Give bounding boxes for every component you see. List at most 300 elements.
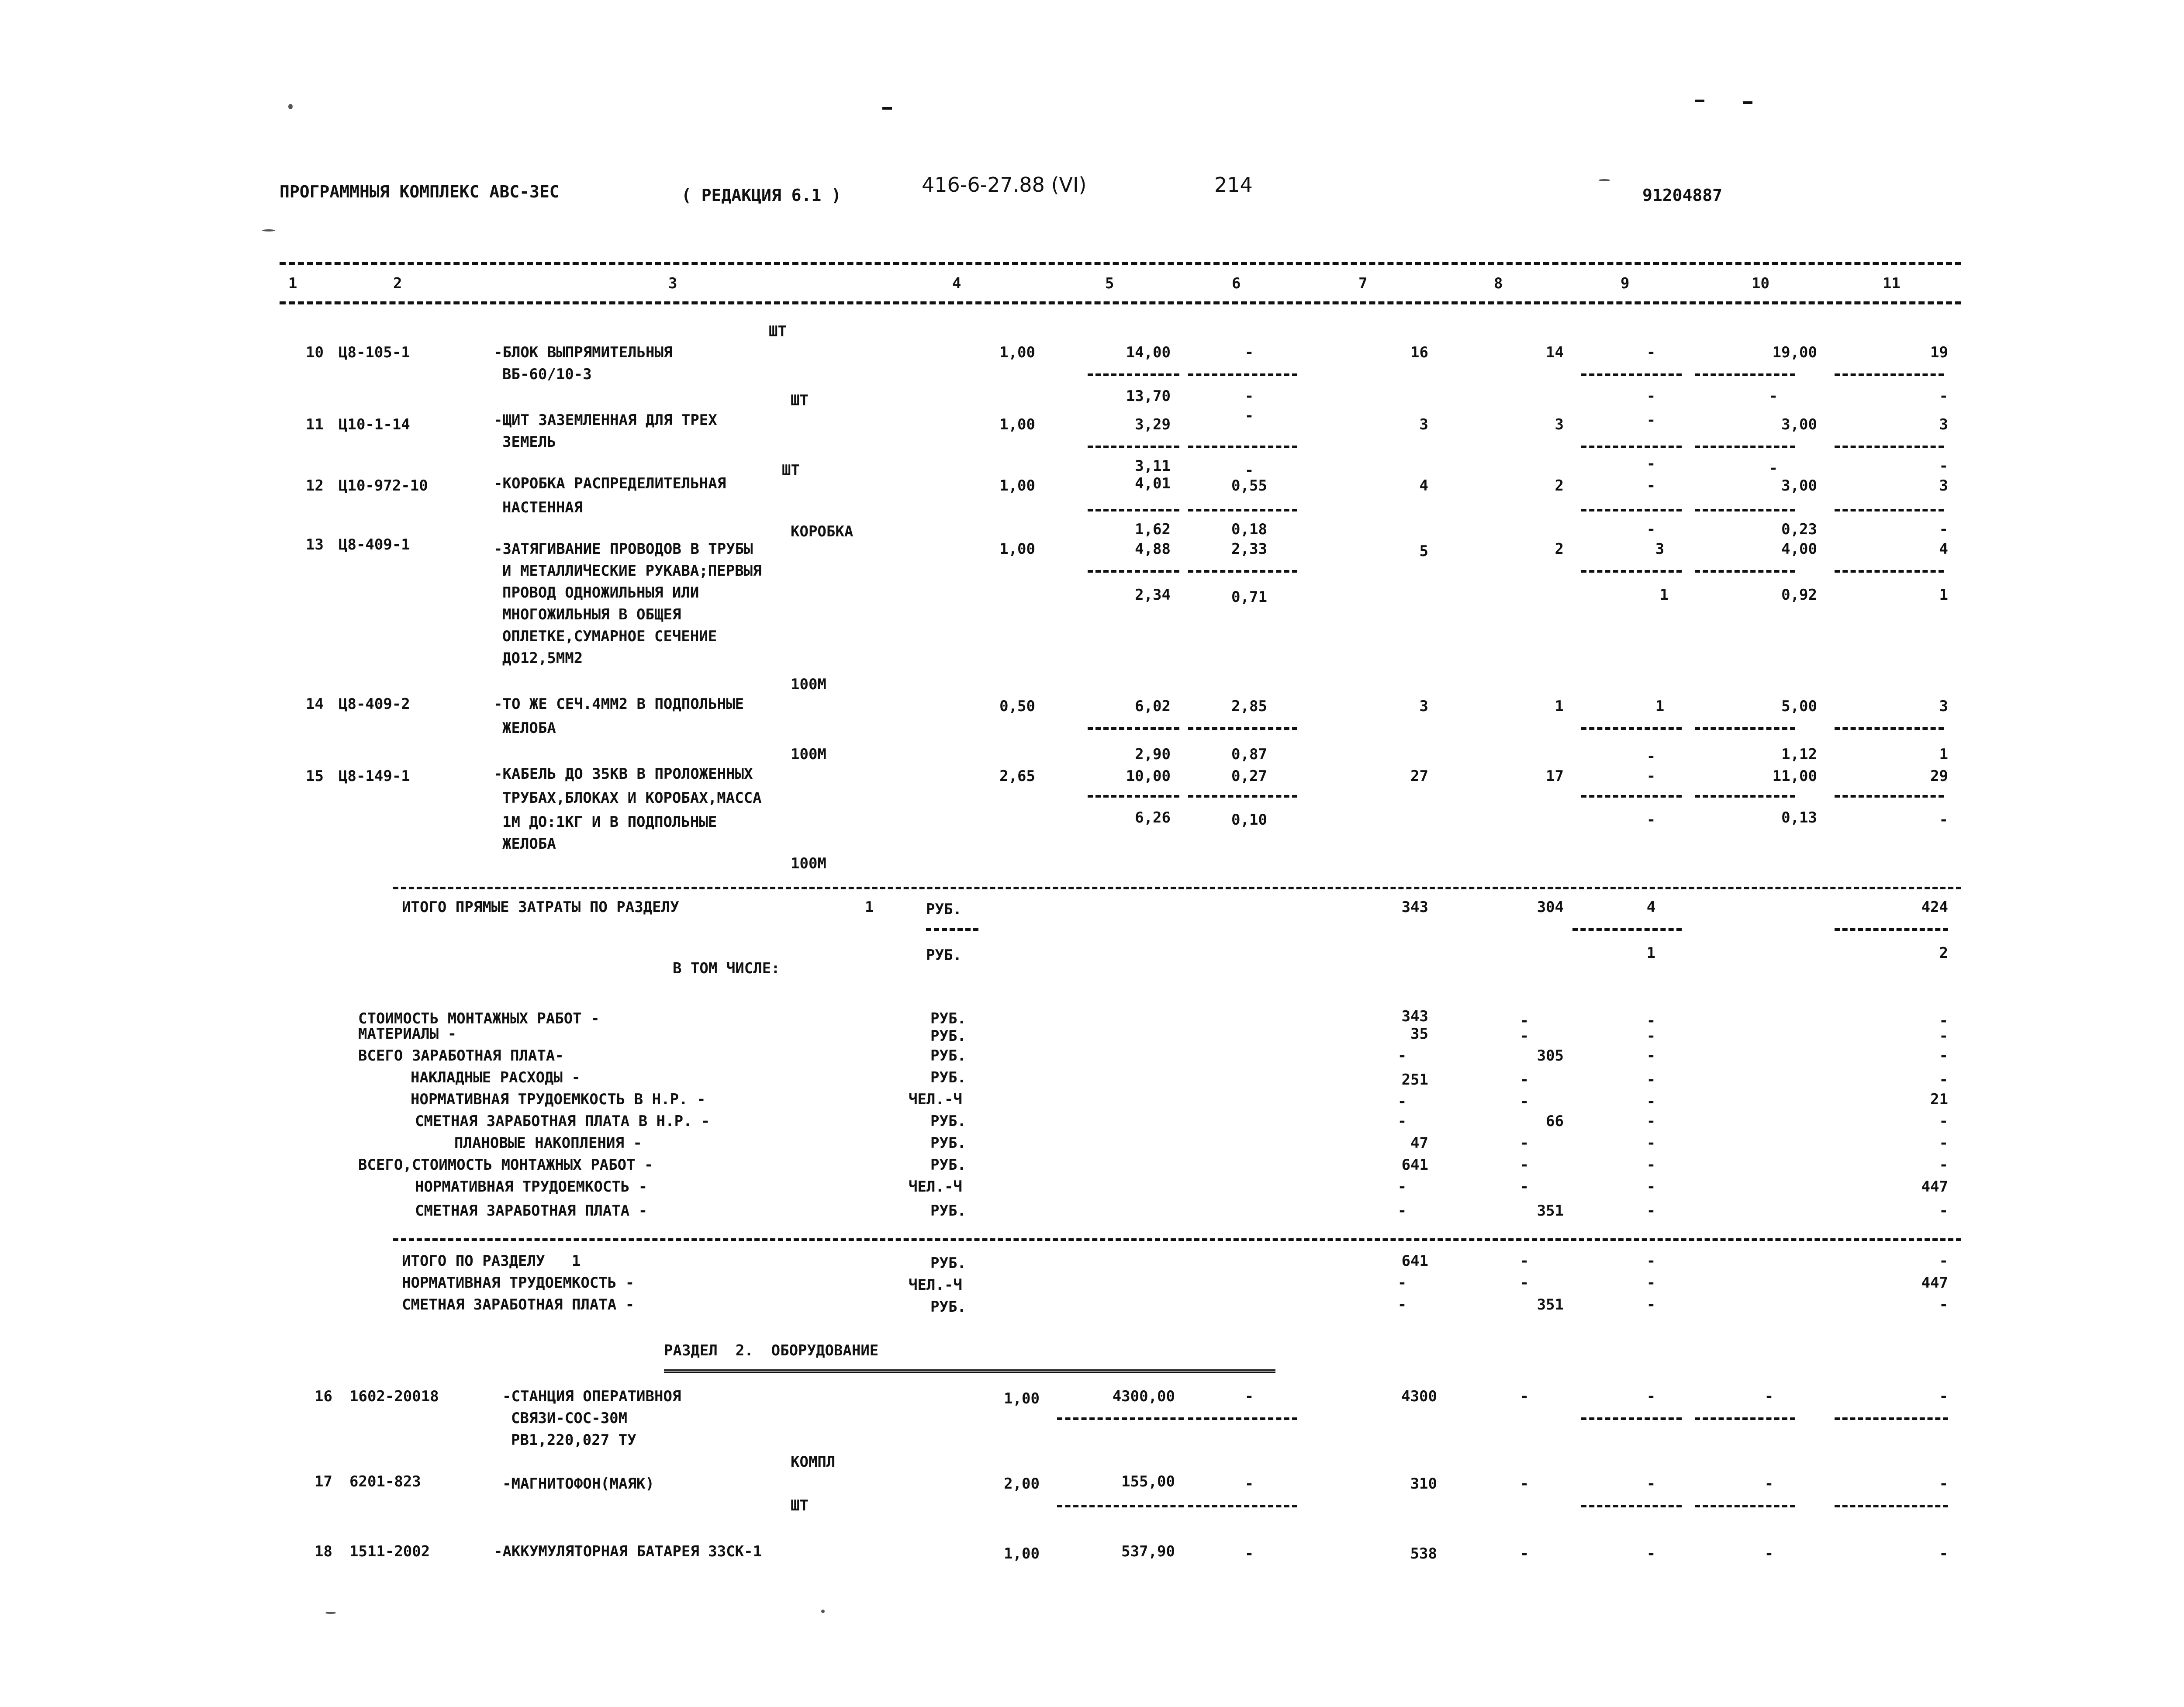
- row-c6: -: [1244, 1388, 1254, 1405]
- row-name: -КАБЕЛЬ ДО 35КВ В ПРОЛОЖЕННЫХ: [494, 765, 753, 783]
- row-c7: 4: [1419, 477, 1428, 494]
- header-rule-bottom: [280, 301, 1961, 304]
- row-c10: 19,00: [1772, 344, 1817, 361]
- row-number: 13: [306, 536, 324, 553]
- detail-label: СТОИМОСТЬ МОНТАЖНЫХ РАБОТ -: [358, 1010, 600, 1027]
- document-code: 416-6-27.88 (VI): [922, 173, 1087, 197]
- scan-speck: [288, 104, 293, 109]
- row-c5-sub: 2,90: [1135, 746, 1171, 763]
- section-title: РАЗДЕЛ 2. ОБОРУДОВАНИЕ: [664, 1342, 879, 1359]
- subtotal-rule: [1088, 446, 1179, 448]
- row-name: -ТО ЖЕ СЕЧ.4ММ2 В ПОДПОЛЬНЫЕ: [494, 695, 744, 713]
- row-name: СВЯЗИ-СОС-30М: [511, 1410, 628, 1427]
- row-name: -ЗАТЯГИВАНИЕ ПРОВОДОВ В ТРУБЫ: [494, 540, 753, 558]
- subtotal-rule: [1581, 373, 1682, 376]
- detail-v8: -: [1520, 1027, 1529, 1045]
- row-c5: 10,00: [1126, 767, 1171, 785]
- row-name: НАСТЕННАЯ: [502, 499, 583, 516]
- detail-v11: -: [1939, 1047, 1948, 1064]
- subtotal-rule: [1188, 570, 1297, 573]
- header-rule-top: [280, 262, 1961, 265]
- detail-v8: -: [1520, 1156, 1529, 1174]
- scan-mark: [1743, 101, 1752, 104]
- row-c11-sub: -: [1939, 811, 1948, 829]
- detail-unit: РУБ.: [930, 1027, 966, 1045]
- row-number: 18: [314, 1543, 332, 1560]
- detail-v8: 305: [1537, 1047, 1564, 1064]
- row-unit: 100М: [791, 855, 826, 872]
- row-c8: 2: [1555, 477, 1564, 494]
- totals-v7: -: [1397, 1274, 1407, 1292]
- totals-v8: -: [1520, 1274, 1529, 1292]
- detail-v7: 47: [1410, 1134, 1428, 1152]
- row-c9: 3: [1655, 540, 1665, 558]
- row-c11-sub: -: [1939, 387, 1948, 405]
- detail-v7: -: [1397, 1178, 1407, 1196]
- detail-label: ПЛАНОВЫЕ НАКОПЛЕНИЯ -: [454, 1134, 642, 1152]
- row-name: -КОРОБКА РАСПРЕДЕЛИТЕЛЬНАЯ: [494, 475, 726, 492]
- detail-v11: -: [1939, 1134, 1948, 1152]
- column-header: 2: [393, 275, 402, 292]
- subtotal-rule: [1835, 570, 1944, 573]
- row-c8: 17: [1546, 767, 1564, 785]
- row-c9: -: [1646, 344, 1656, 361]
- detail-unit: РУБ.: [930, 1010, 966, 1027]
- row-c9-sub: -: [1646, 387, 1656, 405]
- edition-label: ( РЕДАКЦИЯ 6.1 ): [681, 186, 842, 205]
- subtotal-rule: [1188, 795, 1297, 798]
- row-c10: 11,00: [1772, 767, 1817, 785]
- row-c11: 4: [1939, 540, 1948, 558]
- row-qty: 1,00: [1004, 1390, 1040, 1407]
- subtotal-rule: [1057, 1505, 1184, 1507]
- summary-unit: РУБ.: [926, 901, 962, 918]
- row-name: ЖЕЛОБА: [502, 835, 556, 853]
- detail-v9: -: [1646, 1178, 1656, 1196]
- row-c5: 6,02: [1135, 698, 1171, 715]
- row-code: Ц8-409-1: [339, 536, 410, 553]
- row-c7: 538: [1410, 1545, 1437, 1562]
- subtotal-rule: [1695, 1417, 1795, 1420]
- row-c5-sub: 1,62: [1135, 521, 1171, 538]
- subtotal-rule: [1835, 727, 1944, 730]
- detail-v9: -: [1646, 1047, 1656, 1064]
- row-c11: 19: [1930, 344, 1948, 361]
- column-header: 3: [668, 275, 677, 292]
- scan-speck: [262, 229, 275, 232]
- row-c6-sub: -: [1244, 387, 1254, 405]
- row-name: ДО12,5ММ2: [502, 650, 583, 667]
- row-qty: 1,00: [1004, 1545, 1040, 1562]
- row-c6: -: [1244, 407, 1254, 425]
- subtotal-rule: [1835, 373, 1944, 376]
- row-c7: 16: [1410, 344, 1428, 361]
- detail-v11: -: [1939, 1113, 1948, 1130]
- row-c8: -: [1520, 1475, 1529, 1493]
- row-c9: -: [1646, 1388, 1656, 1405]
- subtotal-rule: [1088, 727, 1179, 730]
- summary-v11: 424: [1921, 898, 1948, 916]
- totals-v9: -: [1646, 1296, 1656, 1313]
- row-c8: 2: [1555, 540, 1564, 558]
- row-number: 11: [306, 416, 324, 433]
- detail-v11: -: [1939, 1202, 1948, 1220]
- detail-v7: -: [1397, 1113, 1407, 1130]
- subtotal-rule: [1188, 727, 1297, 730]
- detail-v9: -: [1646, 1156, 1656, 1174]
- subtotal-rule: [1581, 795, 1682, 798]
- row-c9-sub: -: [1646, 811, 1656, 829]
- row-c7: 3: [1419, 698, 1428, 715]
- row-name: -МАГНИТОФОН(МАЯК): [502, 1475, 654, 1493]
- subtotal-rule: [1695, 1505, 1795, 1507]
- row-name: И МЕТАЛЛИЧЕСКИЕ РУКАВА;ПЕРВЫЯ: [502, 562, 762, 580]
- column-header: 5: [1105, 275, 1114, 292]
- detail-label: НОРМАТИВНАЯ ТРУДОЕМКОСТЬ В Н.Р. -: [411, 1091, 706, 1108]
- row-c11-sub: 1: [1939, 586, 1948, 604]
- detail-v7: -: [1397, 1047, 1407, 1064]
- subtotal-rule: [1188, 446, 1297, 448]
- subtotal-rule: [1581, 446, 1682, 448]
- detail-v7: 251: [1401, 1071, 1428, 1088]
- subtotal-rule: [1088, 509, 1179, 511]
- column-header: 11: [1883, 275, 1901, 292]
- row-c7: 310: [1410, 1475, 1437, 1493]
- detail-label: СМЕТНАЯ ЗАРАБОТНАЯ ПЛАТА В Н.Р. -: [415, 1113, 710, 1130]
- detail-v7: -: [1397, 1202, 1407, 1220]
- subtotal-rule: [1188, 1505, 1297, 1507]
- row-c10: 3,00: [1781, 477, 1817, 494]
- detail-unit: РУБ.: [930, 1069, 966, 1086]
- row-code: Ц8-105-1: [339, 344, 410, 361]
- subtotal-rule: [1088, 570, 1179, 573]
- row-name: РВ1,220,027 ТУ: [511, 1431, 636, 1449]
- row-c10-sub: 0,13: [1781, 809, 1817, 826]
- detail-v9: -: [1646, 1071, 1656, 1088]
- row-name: ОПЛЕТКЕ,СУМАРНОЕ СЕЧЕНИЕ: [502, 628, 717, 645]
- subtotal-rule: [1188, 1417, 1297, 1420]
- row-c10-sub: -: [1769, 460, 1778, 477]
- row-unit: 100М: [791, 676, 826, 693]
- row-name: ЖЕЛОБА: [502, 719, 556, 737]
- row-qty: 2,00: [1004, 1475, 1040, 1493]
- row-name: ТРУБАХ,БЛОКАХ И КОРОБАХ,МАССА: [502, 789, 762, 807]
- summary-title: ИТОГО ПРЯМЫЕ ЗАТРАТЫ ПО РАЗДЕЛУ: [402, 898, 679, 916]
- row-c6-sub: 0,87: [1231, 746, 1267, 763]
- row-code: Ц8-409-2: [339, 695, 410, 713]
- row-number: 10: [306, 344, 324, 361]
- subtotal-rule: [1581, 1417, 1682, 1420]
- summary-v7: 343: [1401, 898, 1428, 916]
- row-c11-sub: 1: [1939, 746, 1948, 763]
- row-c5: 155,00: [1121, 1473, 1175, 1490]
- row-c6: -: [1244, 1475, 1254, 1493]
- row-c11: -: [1939, 1475, 1948, 1493]
- row-c11: -: [1939, 1388, 1948, 1405]
- row-c5-sub: 3,11: [1135, 457, 1171, 475]
- detail-v7: 343: [1401, 1008, 1428, 1025]
- row-unit: 100М: [791, 746, 826, 763]
- row-c5: 4300,00: [1112, 1388, 1175, 1405]
- row-c9: -: [1646, 477, 1656, 494]
- section-underline: [664, 1369, 1275, 1373]
- row-c6: 2,33: [1231, 540, 1267, 558]
- detail-label: НОРМАТИВНАЯ ТРУДОЕМКОСТЬ -: [415, 1178, 648, 1196]
- row-c6: 0,55: [1231, 477, 1267, 494]
- row-c7: 5: [1419, 543, 1428, 560]
- row-name: -ЩИТ ЗАЗЕМЛЕННАЯ ДЛЯ ТРЕХ: [494, 411, 717, 429]
- detail-unit: РУБ.: [930, 1202, 966, 1220]
- column-header: 7: [1358, 275, 1368, 292]
- row-unit: КОРОБКА: [791, 523, 854, 540]
- subtotal-rule: [1581, 727, 1682, 730]
- row-qty: 0,50: [999, 698, 1035, 715]
- row-number: 17: [314, 1473, 332, 1490]
- subtotal-rule: [1695, 795, 1795, 798]
- totals-v9: -: [1646, 1252, 1656, 1270]
- subtotal-rule: [1695, 373, 1795, 376]
- row-c11-sub: -: [1939, 457, 1948, 475]
- column-header: 10: [1752, 275, 1769, 292]
- row-code: 1602-20018: [349, 1388, 439, 1405]
- row-c8: 3: [1555, 416, 1564, 433]
- subtotal-rule: [1188, 373, 1297, 376]
- row-c5: 14,00: [1126, 344, 1171, 361]
- totals-v11: 447: [1921, 1274, 1948, 1292]
- totals-v11: -: [1939, 1296, 1948, 1313]
- summary-subrule: [1835, 928, 1948, 931]
- row-c10-sub: 0,92: [1781, 586, 1817, 604]
- row-unit: ШТ: [782, 462, 800, 479]
- column-header: 4: [952, 275, 961, 292]
- row-number: 12: [306, 477, 324, 494]
- subtotal-rule: [1835, 446, 1944, 448]
- subtotal-rule: [1581, 570, 1682, 573]
- row-name: -АККУМУЛЯТОРНАЯ БАТАРЕЯ 33СК-1: [494, 1543, 762, 1560]
- row-c10: -: [1764, 1545, 1774, 1562]
- subtotal-rule: [1835, 1505, 1948, 1507]
- totals-label: ИТОГО ПО РАЗДЕЛУ 1: [402, 1252, 581, 1270]
- row-c10-sub: 1,12: [1781, 746, 1817, 763]
- row-name: -СТАНЦИЯ ОПЕРАТИВНОЯ: [502, 1388, 681, 1405]
- totals-rule: [393, 1238, 1961, 1241]
- row-c5: 4,01: [1135, 475, 1171, 492]
- row-c9: -: [1646, 411, 1656, 429]
- detail-v11: -: [1939, 1156, 1948, 1174]
- row-c7: 4300: [1401, 1388, 1437, 1405]
- detail-v11: -: [1939, 1071, 1948, 1088]
- subtotal-rule: [1088, 795, 1179, 798]
- row-c11: 3: [1939, 698, 1948, 715]
- detail-v7: -: [1397, 1093, 1407, 1110]
- row-unit: КОМПЛ: [791, 1453, 836, 1471]
- subtotal-rule: [1188, 509, 1297, 511]
- row-name: 1М ДО:1КГ И В ПОДПОЛЬНЫЕ: [502, 813, 717, 831]
- document-id: 91204887: [1642, 186, 1723, 205]
- totals-v7: -: [1397, 1296, 1407, 1313]
- scan-speck: [1599, 179, 1610, 181]
- column-header: 9: [1621, 275, 1630, 292]
- column-header: 6: [1232, 275, 1241, 292]
- detail-v7: 35: [1410, 1025, 1428, 1043]
- row-c6-sub: 0,71: [1231, 588, 1267, 606]
- row-c10: -: [1764, 1475, 1774, 1493]
- row-c9: -: [1646, 1475, 1656, 1493]
- row-c6-sub: 0,10: [1231, 811, 1267, 829]
- row-c10: 4,00: [1781, 540, 1817, 558]
- totals-unit: РУБ.: [930, 1254, 966, 1272]
- detail-v11: 447: [1921, 1178, 1948, 1196]
- detail-v8: -: [1520, 1012, 1529, 1030]
- totals-v11: -: [1939, 1252, 1948, 1270]
- row-c7: 27: [1410, 767, 1428, 785]
- detail-v9: -: [1646, 1093, 1656, 1110]
- totals-v7: 641: [1401, 1252, 1428, 1270]
- summary-rule: [393, 887, 1961, 889]
- totals-v9: -: [1646, 1274, 1656, 1292]
- summary-subrule: [1572, 928, 1682, 931]
- row-qty: 1,00: [999, 540, 1035, 558]
- row-c5-sub: 2,34: [1135, 586, 1171, 604]
- row-c11: -: [1939, 1545, 1948, 1562]
- row-qty: 1,00: [999, 477, 1035, 494]
- row-c10: 5,00: [1781, 698, 1817, 715]
- summary-subrule: [926, 928, 978, 931]
- column-header: 8: [1494, 275, 1503, 292]
- summary-title-number: 1: [865, 898, 874, 916]
- subtotal-rule: [1695, 446, 1795, 448]
- subtotal-rule: [1835, 795, 1944, 798]
- detail-label: МАТЕРИАЛЫ -: [358, 1025, 457, 1043]
- row-c5: 537,90: [1121, 1543, 1175, 1560]
- detail-v8: -: [1520, 1178, 1529, 1196]
- scan-speck: [821, 1610, 825, 1613]
- subtotal-rule: [1695, 570, 1795, 573]
- row-c10: 3,00: [1781, 416, 1817, 433]
- subtotal-rule: [1057, 1417, 1184, 1420]
- scan-speck: [325, 1612, 336, 1614]
- subtotal-rule: [1835, 509, 1944, 511]
- row-c7: 3: [1419, 416, 1428, 433]
- row-code: 1511-2002: [349, 1543, 430, 1560]
- row-c5: 4,88: [1135, 540, 1171, 558]
- row-code: Ц8-149-1: [339, 767, 410, 785]
- detail-unit: ЧЕЛ.-Ч: [909, 1091, 962, 1108]
- summary-unit: РУБ.: [926, 947, 962, 964]
- detail-label: ВСЕГО,СТОИМОСТЬ МОНТАЖНЫХ РАБОТ -: [358, 1156, 653, 1174]
- totals-v8: 351: [1537, 1296, 1564, 1313]
- detail-unit: РУБ.: [930, 1113, 966, 1130]
- row-c9-sub: -: [1646, 748, 1656, 765]
- row-number: 15: [306, 767, 324, 785]
- summary-v9: 4: [1646, 898, 1656, 916]
- summary-v8: 304: [1537, 898, 1564, 916]
- subtotal-rule: [1581, 509, 1682, 511]
- detail-label: СМЕТНАЯ ЗАРАБОТНАЯ ПЛАТА -: [415, 1202, 648, 1220]
- totals-unit: РУБ.: [930, 1298, 966, 1316]
- detail-v9: -: [1646, 1027, 1656, 1045]
- row-c5-sub: 6,26: [1135, 809, 1171, 826]
- row-name: ВБ-60/10-3: [502, 366, 592, 383]
- totals-label: СМЕТНАЯ ЗАРАБОТНАЯ ПЛАТА -: [402, 1296, 635, 1313]
- totals-unit: ЧЕЛ.-Ч: [909, 1276, 962, 1294]
- detail-v11: 21: [1930, 1091, 1948, 1108]
- row-code: Ц10-1-14: [339, 416, 410, 433]
- scan-mark: [882, 107, 892, 110]
- detail-v7: 641: [1401, 1156, 1428, 1174]
- detail-v8: 351: [1537, 1202, 1564, 1220]
- detail-v8: -: [1520, 1134, 1529, 1152]
- row-code: 6201-823: [349, 1473, 421, 1490]
- row-qty: 1,00: [999, 416, 1035, 433]
- row-name: -БЛОК ВЫПРЯМИТЕЛЬНЫЯ: [494, 344, 673, 361]
- row-c9: -: [1646, 767, 1656, 785]
- row-unit: ШТ: [791, 392, 809, 409]
- detail-label: ВСЕГО ЗАРАБОТНАЯ ПЛАТА-: [358, 1047, 564, 1064]
- program-title: ПРОГРАММНЫЯ КОМПЛЕКС АВС-3ЕС: [280, 182, 560, 201]
- row-qty: 1,00: [999, 344, 1035, 361]
- summary-v11b: 2: [1939, 944, 1948, 962]
- detail-v9: -: [1646, 1134, 1656, 1152]
- row-c10: -: [1764, 1388, 1774, 1405]
- row-c10-sub: -: [1769, 387, 1778, 405]
- row-name: ЗЕМЕЛЬ: [502, 433, 556, 451]
- detail-unit: РУБ.: [930, 1047, 966, 1064]
- row-c9-sub: -: [1646, 521, 1656, 538]
- subtotal-rule: [1088, 373, 1179, 376]
- row-c11: 3: [1939, 416, 1948, 433]
- detail-v11: -: [1939, 1012, 1948, 1030]
- row-c8: -: [1520, 1388, 1529, 1405]
- page-number: 214: [1214, 173, 1253, 197]
- row-c9: -: [1646, 1545, 1656, 1562]
- row-c11-sub: -: [1939, 521, 1948, 538]
- subtotal-rule: [1581, 1505, 1682, 1507]
- detail-unit: ЧЕЛ.-Ч: [909, 1178, 962, 1196]
- row-c6: 2,85: [1231, 698, 1267, 715]
- row-c11: 29: [1930, 767, 1948, 785]
- detail-unit: РУБ.: [930, 1134, 966, 1152]
- detail-v9: -: [1646, 1202, 1656, 1220]
- row-number: 14: [306, 695, 324, 713]
- row-name: ПРОВОД ОДНОЖИЛЬНЫЯ ИЛИ: [502, 584, 699, 601]
- row-c9-sub: -: [1646, 455, 1656, 473]
- scan-mark: [1695, 100, 1704, 102]
- row-c5: 3,29: [1135, 416, 1171, 433]
- row-c6: -: [1244, 344, 1254, 361]
- detail-v9: -: [1646, 1113, 1656, 1130]
- detail-v11: -: [1939, 1027, 1948, 1045]
- detail-v9: -: [1646, 1012, 1656, 1030]
- row-name: МНОГОЖИЛЬНЫЯ В ОБЩЕЯ: [502, 606, 681, 623]
- subtotal-rule: [1695, 727, 1795, 730]
- detail-v8: 66: [1546, 1113, 1564, 1130]
- row-c6-sub: -: [1244, 462, 1254, 479]
- totals-label: НОРМАТИВНАЯ ТРУДОЕМКОСТЬ -: [402, 1274, 635, 1292]
- detail-label: НАКЛАДНЫЕ РАСХОДЫ -: [411, 1069, 581, 1086]
- column-header: 1: [288, 275, 297, 292]
- row-c6: -: [1244, 1545, 1254, 1562]
- summary-including: В ТОМ ЧИСЛЕ:: [673, 960, 780, 977]
- row-c8: -: [1520, 1545, 1529, 1562]
- row-code: Ц10-972-10: [339, 477, 428, 494]
- detail-unit: РУБ.: [930, 1156, 966, 1174]
- row-c6-sub: 0,18: [1231, 521, 1267, 538]
- row-unit: ШТ: [769, 323, 787, 340]
- row-c9-sub: 1: [1659, 586, 1669, 604]
- row-c5-sub: 13,70: [1126, 387, 1171, 405]
- row-qty: 2,65: [999, 767, 1035, 785]
